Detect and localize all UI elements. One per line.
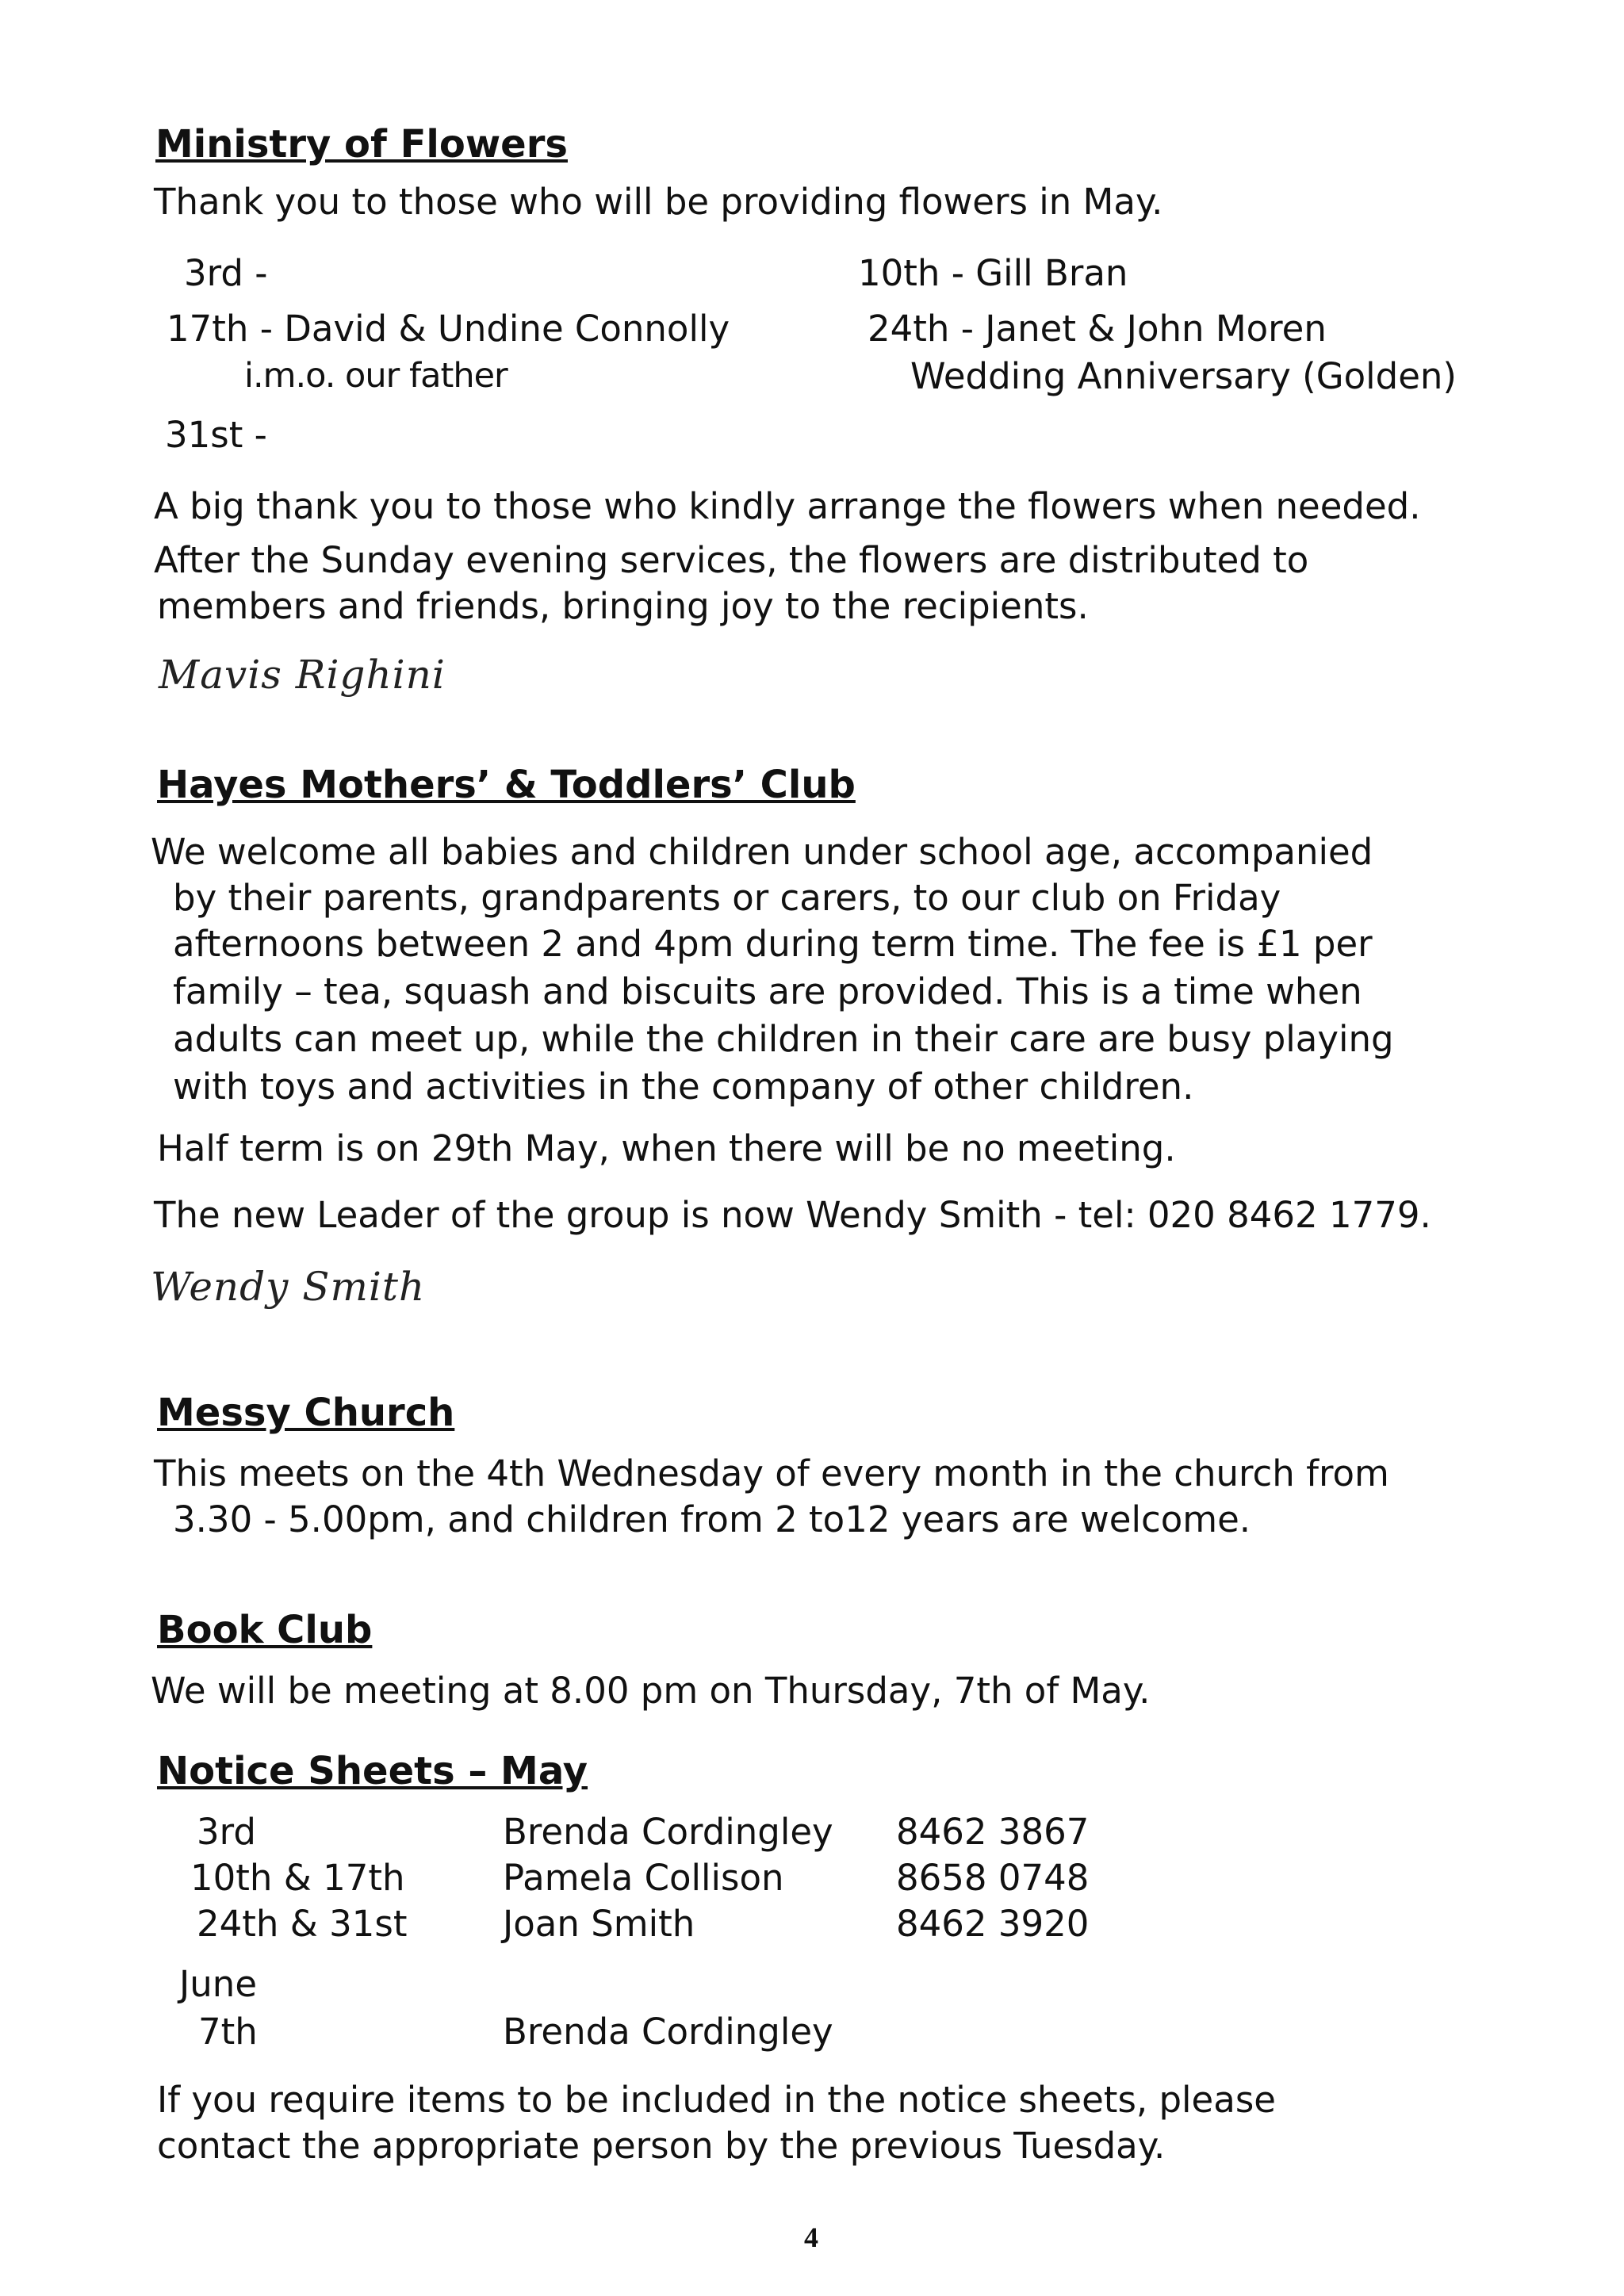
book-heading: Book Club: [157, 1608, 373, 1652]
signature-mavis: Mavis Righini: [159, 652, 446, 698]
rota-17th: 17th - David & Undine Connolly: [167, 308, 730, 350]
notices-heading: Notice Sheets – May: [157, 1749, 588, 1793]
notice-row-2-date: 10th & 17th: [190, 1857, 405, 1899]
notice-row-2-phone: 8658 0748: [896, 1857, 1090, 1899]
notice-june-date: 7th: [198, 2011, 258, 2053]
messy-line-2: 3.30 - 5.00pm, and children from 2 to12 years are welcome.: [173, 1498, 1251, 1540]
ministry-after-line1: After the Sunday evening services, the flowers are distributed to: [154, 539, 1309, 581]
ministry-after-line2: members and friends, bringing joy to the recipients.: [157, 585, 1089, 627]
messy-heading: Messy Church: [157, 1391, 455, 1435]
rota-24th-note: Wedding Anniversary (Golden): [910, 355, 1457, 397]
toddlers-heading: Hayes Mothers’ & Toddlers’ Club: [157, 763, 856, 807]
notice-row-2-name: Pamela Collison: [503, 1857, 784, 1899]
toddlers-line-1: We welcome all babies and children under school age, accompanied: [151, 831, 1373, 873]
toddlers-line-6: with toys and activities in the company of other children.: [173, 1066, 1194, 1108]
ministry-intro: Thank you to those who will be providing flowers in May.: [154, 181, 1163, 223]
ministry-heading: Ministry of Flowers: [155, 122, 568, 166]
toddlers-line-5: adults can meet up, while the children in their care are busy playing: [173, 1018, 1394, 1060]
messy-line-1: This meets on the 4th Wednesday of every month in the church from: [154, 1452, 1389, 1494]
rota-31st: 31st -: [165, 414, 267, 456]
notice-row-3-date: 24th & 31st: [197, 1903, 408, 1945]
notice-row-3-name: Joan Smith: [503, 1903, 695, 1945]
notice-row-1-date: 3rd: [197, 1811, 256, 1853]
page-number: 4: [804, 2221, 818, 2253]
notices-footer-line2: contact the appropriate person by the previous Tuesday.: [157, 2125, 1166, 2167]
toddlers-line-2: by their parents, grandparents or carers, to our club on Friday: [173, 877, 1281, 919]
rota-24th: 24th - Janet & John Moren: [868, 308, 1327, 350]
toddlers-leader: The new Leader of the group is now Wendy Smith - tel: 020 8462 1779.: [154, 1194, 1431, 1236]
notice-row-1-name: Brenda Cordingley: [503, 1811, 833, 1853]
notice-row-1-phone: 8462 3867: [896, 1811, 1090, 1853]
toddlers-half-term: Half term is on 29th May, when there will be no meeting.: [157, 1127, 1176, 1169]
notice-row-3-phone: 8462 3920: [896, 1903, 1090, 1945]
ministry-thanks: A big thank you to those who kindly arrange the flowers when needed.: [154, 485, 1421, 527]
toddlers-line-3: afternoons between 2 and 4pm during term time. The fee is £1 per: [173, 923, 1373, 965]
toddlers-line-4: family – tea, squash and biscuits are provided. This is a time when: [173, 970, 1362, 1012]
notice-june-label: June: [179, 1963, 257, 2005]
rota-10th: 10th - Gill Bran: [858, 252, 1128, 294]
notices-footer-line1: If you require items to be included in the notice sheets, please: [157, 2079, 1276, 2121]
book-text: We will be meeting at 8.00 pm on Thursday, 7th of May.: [151, 1670, 1151, 1712]
signature-wendy: Wendy Smith: [151, 1264, 426, 1310]
rota-3rd: 3rd -: [184, 252, 268, 294]
notice-june-name: Brenda Cordingley: [503, 2011, 833, 2053]
rota-17th-note: i.m.o. our father: [244, 356, 508, 396]
